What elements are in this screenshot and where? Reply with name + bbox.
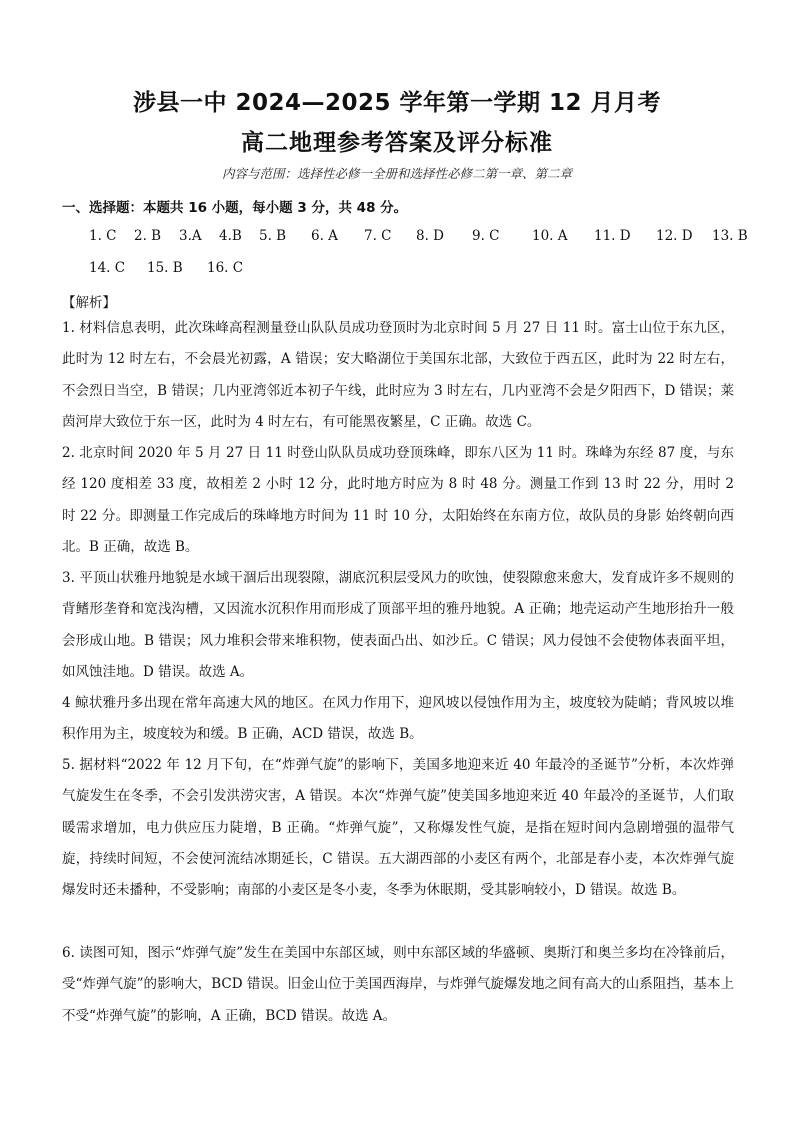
analysis-paragraph-2: 2. 北京时间 2020 年 5 月 27 日 11 时登山队队员成功登顶珠峰，即东八区为 11 时。珠峰为东经 87 度，与东经 120 度相差 33 度，故相差 2 小时 12 分，此时地方时应为 8 时 48 分。测量工作到 13 时 22 分，用时 2 时 22 分。即测量工作完成后的珠峰地方时间为 11 时 10 分，太阳始终在东南方位，故队员的身影 始终朝向西北。B 正确，故选 B。 xyxy=(62,445,734,555)
answer-item: 6. A xyxy=(311,228,338,244)
answer-row-2 xyxy=(89,260,243,276)
answer-item: 15. B xyxy=(147,260,183,276)
answer-item: 1. C xyxy=(89,228,117,244)
analysis-paragraph-5: 5. 据材料“2022 年 12 月下旬，在“炸弹气旋”的影响下，美国多地迎来近 40 年最冷的圣诞节”分析，本次炸弹气旋发生在冬季，不会引发洪涝灾害，A 错误。本次“炸弹气旋”使美国多地迎来近 40 年最冷的圣诞节，人们取暖需求增加，电力供应压力陡增，B 正确。“炸弹气旋”，又称爆发性气旋，是指在短时间内急剧增强的温带气旋，持续时间短，不会使河流结冰期延长，C 错误。五大湖西部的小麦区有两个，北部是春小麦，本次炸弹气旋爆发时还未播种，不受影响；南部的小麦区是冬小麦，冬季为休眠期，受其影响较小，D 错误。故选 B。 xyxy=(62,757,734,899)
answer-item: 16. C xyxy=(207,260,244,276)
analysis-paragraph-3: 3. 平顶山状雅丹地貌是水域干涸后出现裂隙，湖底沉积层受风力的吹蚀，使裂隙愈来愈大，发育成许多不规则的背鳍形垄脊和宽浅沟槽，又因流水沉积作用而形成了顶部平坦的雅丹地貌。A 正确；地壳运动产生地形抬升一般会形成山地。B 错误；风力堆积会带来堆积物，使表面凸出、如沙丘。C 错误；风力侵蚀不会使物体表面平坦，如风蚀洼地。D 错误。故选 A。 xyxy=(62,570,734,680)
answer-item: 5. B xyxy=(259,228,287,244)
answer-item: 11. D xyxy=(594,228,631,244)
page-subtitle: 高二地理参考答案及评分标准 xyxy=(241,130,553,156)
answer-item: 10. A xyxy=(532,228,568,244)
answer-item: 2. B xyxy=(134,228,162,244)
answer-item: 9. C xyxy=(472,228,500,244)
analysis-label: 【解析】 xyxy=(62,295,116,311)
page-title: 涉县一中 2024—2025 学年第一学期 12 月月考 xyxy=(132,90,662,116)
analysis-paragraph-6: 6. 读图可知，图示“炸弹气旋”发生在美国中东部区域，则中东部区域的华盛顿、奥斯汀和奥兰多均在冷锋前后，受“炸弹气旋”的影响大，BCD 错误。旧金山位于美国西海岸，与炸弹气旋爆发地之间有高大的山系阻挡，基本上不受“炸弹气旋”的影响，A 正确，BCD 错误。故选 A。 xyxy=(62,945,734,1024)
answer-item: 4.B xyxy=(219,228,242,244)
answer-row-1 xyxy=(89,228,748,244)
analysis-paragraph-1: 1. 材料信息表明，此次珠峰高程测量登山队队员成功登顶时为北京时间 5 月 27 日 11 时。富士山位于东九区，此时为 12 时左右，不会晨光初露，A 错误；安大略湖位于美国东北部，大致位于西五区，此时为 22 时左右，不会烈日当空，B 错误；几内亚湾邻近本初子午线，此时应为 3 时左右，几内亚湾不会是夕阳西下，D 错误；莱茵河岸大致位于东一区，此时为 4 时左右，有可能黑夜繁星，C 正确。故选 C。 xyxy=(62,320,734,430)
section-heading: 一、选择题：本题共 16 小题，每小题 3 分，共 48 分。 xyxy=(62,200,408,216)
answer-item: 7. C xyxy=(364,228,392,244)
answer-item: 12. D xyxy=(656,228,693,244)
content-scope: 内容与范围：选择性必修一全册和选择性必修二第一章、第二章 xyxy=(221,166,572,181)
answer-item: 13. B xyxy=(712,228,748,244)
answer-item: 14. C xyxy=(89,260,126,276)
analysis-paragraph-4: 4 鲸状雅丹多出现在常年高速大风的地区。在风力作用下，迎风坡以侵蚀作用为主，坡度较为陡峭；背风坡以堆积作用为主，坡度较为和缓。B 正确，ACD 错误，故选 B。 xyxy=(62,695,734,743)
answer-item: 8. D xyxy=(416,228,444,244)
answer-item: 3.A xyxy=(179,228,202,244)
